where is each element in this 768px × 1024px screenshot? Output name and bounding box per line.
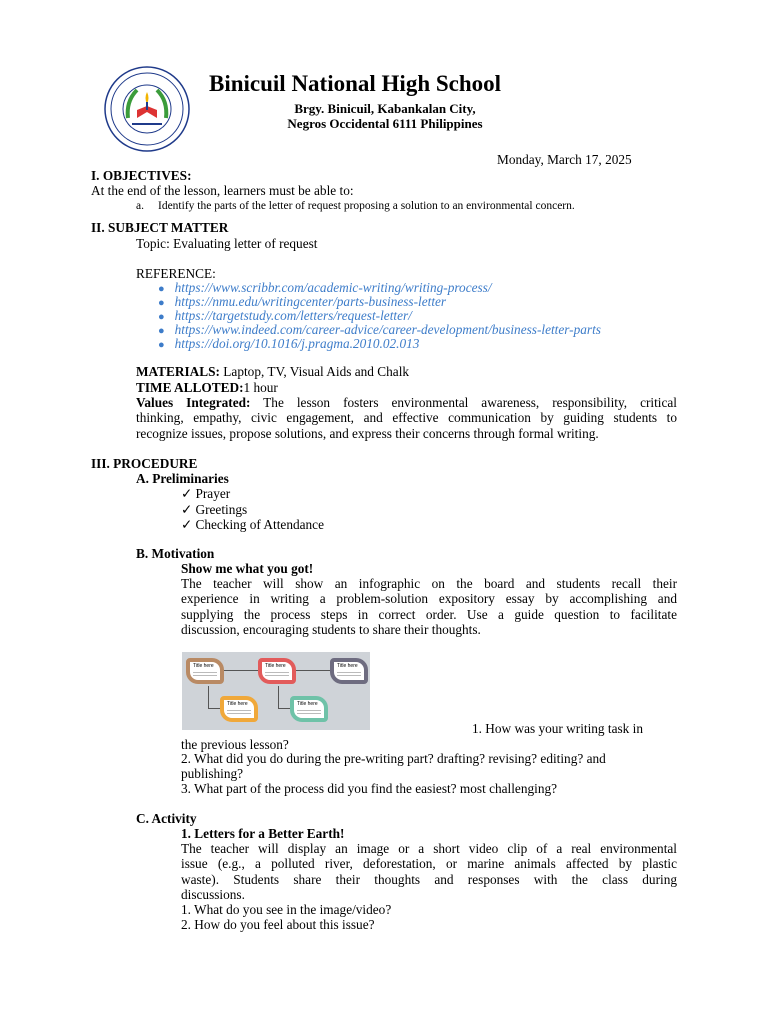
- objective-marker: a.: [136, 200, 144, 212]
- school-name: Binicuil National High School: [209, 71, 502, 96]
- bullet-icon: ●: [158, 311, 165, 323]
- activity-line: The teacher will display an image or a short video clip of a real environmental: [181, 841, 677, 856]
- motivation-heading: B. Motivation: [136, 546, 215, 561]
- reference-link[interactable]: https://doi.org/10.1016/j.pragma.2010.02.013: [174, 336, 420, 351]
- activity-question: 1. What do you see in the image/video?: [181, 902, 392, 917]
- question-1-part-2: the previous lesson?: [181, 737, 289, 752]
- preliminaries-list: [181, 486, 324, 533]
- time-value: 1 hour: [243, 380, 278, 395]
- values-text: The lesson fosters environmental awareness, responsibility, critical: [250, 395, 677, 410]
- reference-link[interactable]: https://targetstudy.com/letters/request-letter/: [174, 308, 412, 323]
- reference-label: REFERENCE:: [136, 266, 216, 281]
- reference-link[interactable]: https://www.indeed.com/career-advice/career-development/business-letter-parts: [174, 322, 601, 337]
- activity-question: 2. How do you feel about this issue?: [181, 917, 375, 932]
- topic: Topic: Evaluating letter of request: [136, 236, 318, 251]
- values-label: Values Integrated:: [136, 395, 251, 410]
- materials: [136, 364, 409, 379]
- bullet-icon: ●: [158, 325, 165, 337]
- process-card: Title here: [220, 696, 258, 722]
- preliminary-item: Checking of Attendance: [195, 517, 324, 532]
- time-label: TIME ALLOTED:: [136, 380, 244, 395]
- time-allotted: [136, 380, 278, 395]
- address-line-1: Brgy. Binicuil, Kabankalan City,: [294, 101, 476, 116]
- motivation-line: experience in writing a problem-solution expository essay by accomplishing and: [181, 591, 677, 607]
- bullet-icon: ●: [158, 283, 165, 295]
- activity-description: [181, 841, 677, 902]
- preliminaries-heading: A. Preliminaries: [136, 471, 229, 486]
- check-icon: ✓: [181, 501, 193, 517]
- process-card: Title here: [258, 658, 296, 684]
- reference-item: [158, 280, 601, 294]
- question-2-line-2: publishing?: [181, 766, 244, 781]
- procedure-heading: III. PROCEDURE: [91, 456, 198, 471]
- values-integrated: [136, 395, 677, 441]
- subject-matter-heading: II. SUBJECT MATTER: [91, 220, 229, 235]
- motivation-title: Show me what you got!: [181, 561, 314, 576]
- reference-link[interactable]: https://www.scribbr.com/academic-writing/writing-process/: [174, 280, 492, 295]
- process-card: Title here: [290, 696, 328, 722]
- list-item: [181, 486, 324, 502]
- reference-item: [158, 308, 601, 322]
- materials-value: Laptop, TV, Visual Aids and Chalk: [219, 364, 410, 379]
- values-line: [136, 395, 677, 410]
- reference-item: [158, 322, 601, 336]
- motivation-line: supplying the process steps in correct order. Use a guide question to facilitate: [181, 606, 677, 622]
- question-2-line-1: 2. What did you do during the pre-writing part? drafting? revising? editing? and: [181, 751, 606, 766]
- address-line-2: Negros Occidental 6111 Philippines: [287, 116, 483, 131]
- check-icon: ✓: [181, 486, 193, 501]
- list-item: [181, 502, 324, 518]
- motivation-line: discussion, encouraging students to share their thoughts.: [181, 621, 481, 637]
- values-line: thinking, empathy, civic engagement, and effective communication by guiding students to: [136, 410, 677, 426]
- question-1-part-1: 1. How was your writing task in: [472, 721, 643, 736]
- activity-line: discussions.: [181, 886, 245, 902]
- objectives-intro: At the end of the lesson, learners must be able to:: [91, 183, 354, 198]
- lesson-date: Monday, March 17, 2025: [497, 152, 632, 167]
- process-infographic: [182, 652, 370, 730]
- activity-heading: C. Activity: [136, 811, 197, 826]
- process-card: Title here: [330, 658, 368, 684]
- materials-label: MATERIALS:: [136, 364, 220, 379]
- activity-title: 1. Letters for a Better Earth!: [181, 826, 345, 841]
- motivation-line: The teacher will show an infographic on the board and students recall their: [181, 576, 677, 591]
- question-3: 3. What part of the process did you find the easiest? most challenging?: [181, 781, 558, 796]
- bullet-icon: ●: [158, 339, 165, 351]
- objective-item: Identify the parts of the letter of request proposing a solution to an environmental concern.: [158, 200, 575, 212]
- preliminary-item: Greetings: [195, 501, 248, 517]
- reference-item: [158, 294, 601, 308]
- preliminary-item: Prayer: [195, 486, 231, 501]
- values-line: recognize issues, propose solutions, and express their concerns through formal writing.: [136, 425, 599, 441]
- reference-link[interactable]: https://nmu.edu/writingcenter/parts-business-letter: [174, 294, 447, 309]
- list-item: [181, 517, 324, 533]
- motivation-description: [181, 576, 677, 637]
- reference-item: [158, 336, 601, 350]
- activity-line: issue (e.g., a polluted river, deforestation, or marine animals affected by plastic: [181, 856, 677, 872]
- check-icon: ✓: [181, 517, 193, 532]
- objectives-heading: I. OBJECTIVES:: [91, 168, 192, 183]
- reference-list: [158, 280, 601, 350]
- activity-line: waste). Students share their thoughts and responses with the class during: [181, 871, 677, 887]
- school-logo: [104, 66, 190, 152]
- process-card: Title here: [186, 658, 224, 684]
- bullet-icon: ●: [158, 297, 165, 309]
